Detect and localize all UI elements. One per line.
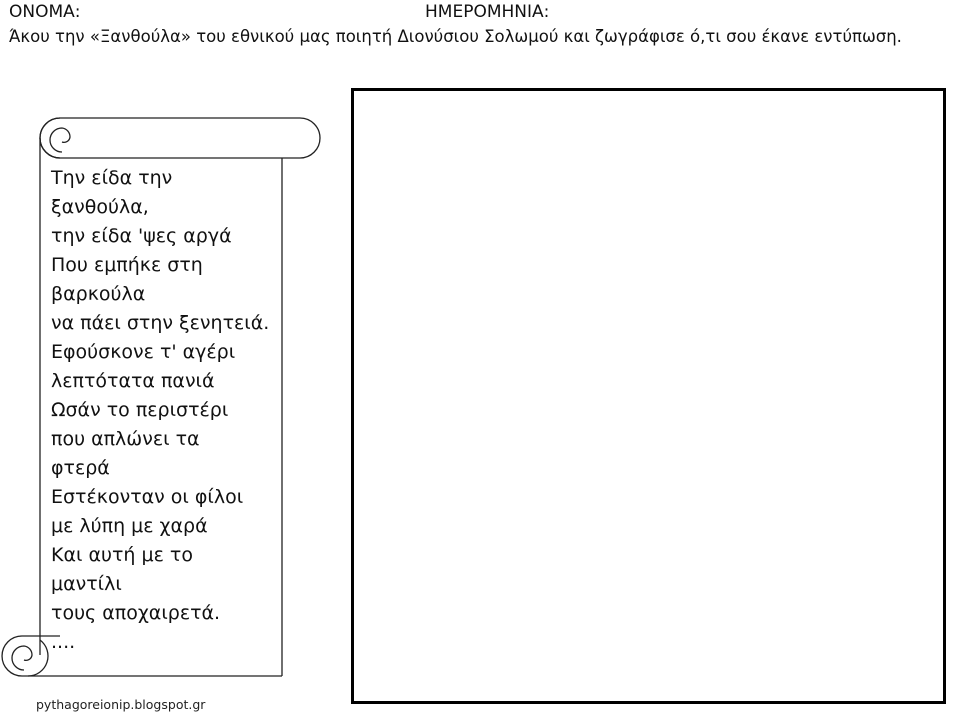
poem-line: την είδα 'ψες αργά [51,225,232,247]
date-label: ΗΜΕΡΟΜΗΝΙΑ: [425,2,550,22]
instructions-text: Άκου την «Ξανθούλα» του εθνικού μας ποιητή Διονύσιου Σολωμού και ζωγράφισε ό,τι σου έκανε εντύπωση. [9,27,902,46]
poem-line: τους αποχαιρετά. [51,602,221,624]
poem-line: βαρκούλα [51,283,146,305]
poem [51,164,283,657]
poem-line: Που εμπήκε στη [51,254,203,276]
poem-line: φτερά [51,457,110,479]
drawing-box[interactable] [351,88,946,704]
poem-line: .... [51,631,76,653]
footer-site: pythagoreionip.blogspot.gr [36,697,206,712]
poem-line: που απλώνει τα [51,428,200,450]
poem-line: Ωσάν το περιστέρι [51,399,229,421]
poem-line: λεπτότατα πανιά [51,370,215,392]
poem-line: ξανθούλα, [51,196,149,218]
poem-line: μαντίλι [51,573,122,595]
poem-line: Και αυτή με το [51,544,193,566]
poem-line: Την είδα την [51,167,173,189]
name-label: ΟΝΟΜΑ: [9,2,81,22]
poem-line: να πάει στην ξενητειά. [51,312,270,334]
poem-line: Εφούσκονε τ' αγέρι [51,341,236,363]
poem-line: με λύπη με χαρά [51,515,208,537]
poem-line: Εστέκονταν οι φίλοι [51,486,244,508]
